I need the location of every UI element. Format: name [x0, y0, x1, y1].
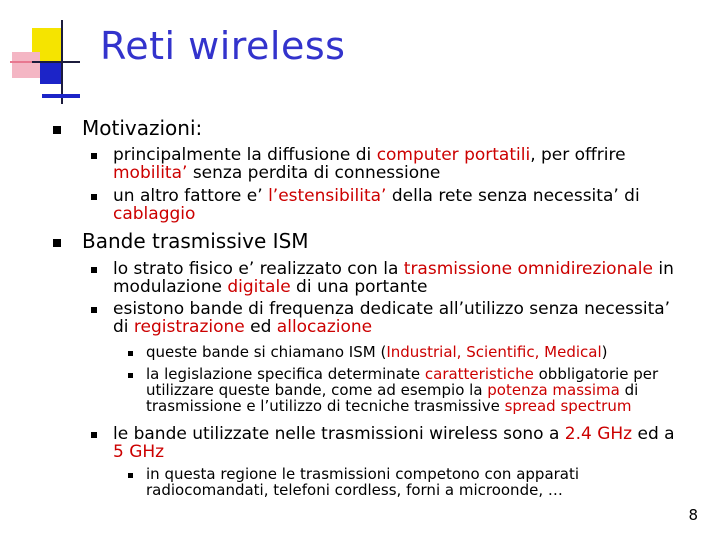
text-segment: in questa regione le trasmissioni competono con apparati [146, 465, 580, 483]
text-segment: della rete senza necessita’ di [386, 186, 640, 206]
text-segment: la legislazione specifica determinate [146, 365, 425, 383]
text-segment: modulazione [113, 277, 228, 298]
highlighted-term: caratteristiche [424, 365, 534, 383]
text-segment: Motivazioni: [82, 116, 203, 140]
bullet-text-level-2 [113, 300, 700, 336]
page-number: 8 [688, 506, 698, 524]
text-segment: ed a [632, 424, 675, 444]
bullet-square-icon [91, 432, 97, 438]
text-segment: esistono bande di frequenza dedicate all’utilizzo senza necessita’ [113, 299, 671, 319]
text-segment: trasmissione e l’utilizzo di tecniche trasmissive [146, 396, 505, 415]
bullet-text-level-2 [113, 425, 700, 461]
bullet-square-icon [91, 267, 97, 273]
highlighted-term: l’estensibilita’ [268, 186, 387, 206]
highlighted-term: cablaggio [113, 204, 196, 225]
bullet-square-icon [53, 126, 61, 134]
text-segment: di [113, 317, 134, 338]
text-segment: lo strato fisico e’ realizzato con la [113, 259, 404, 279]
text-segment: principalmente la diffusione di [113, 145, 377, 165]
highlighted-term: 5 GHz [113, 442, 165, 463]
text-segment: ed [244, 317, 277, 338]
text-segment: , per offrire [530, 145, 626, 165]
highlighted-term: trasmissione omnidirezionale [403, 259, 653, 279]
bullet-square-icon [128, 351, 133, 356]
highlighted-term: Industrial, Scientific, Medical [386, 343, 602, 361]
bullet-square-icon [91, 153, 97, 159]
text-segment: obbligatorie per [533, 365, 659, 383]
bullet-text-level-1 [82, 118, 700, 139]
text-segment: radiocomandati, telefoni cordless, forni a microonde, … [146, 480, 563, 499]
text-segment: queste bande si chiamano ISM ( [146, 343, 387, 361]
bullet-text-level-1 [82, 231, 700, 252]
bullet-text-level-3 [146, 467, 700, 499]
text-segment: un altro fattore e’ [113, 186, 269, 206]
highlighted-term: spread spectrum [504, 396, 632, 415]
bullet-text-level-3 [146, 345, 700, 361]
highlighted-term: potenza massima [487, 380, 620, 399]
highlighted-term: computer portatili [376, 145, 531, 165]
bullet-square-icon [91, 307, 97, 313]
slide-title: Reti wireless [100, 24, 346, 68]
highlighted-term: registrazione [133, 317, 245, 338]
text-segment: ) [601, 343, 608, 361]
bullet-text-level-2 [113, 146, 700, 182]
highlighted-term: digitale [227, 277, 291, 298]
bullet-text-level-2 [113, 260, 700, 296]
bullet-text-level-3 [146, 367, 700, 415]
text-segment: di [619, 380, 639, 399]
highlighted-term: mobilita’ [113, 163, 188, 184]
bullet-text-level-2 [113, 187, 700, 223]
bullet-square-icon [91, 194, 97, 200]
text-segment: di una portante [290, 277, 428, 298]
text-segment: le bande utilizzate nelle trasmissioni wireless sono a [113, 424, 565, 444]
text-segment: Bande trasmissive ISM [82, 229, 309, 253]
highlighted-term: 2.4 GHz [564, 424, 633, 444]
bullet-square-icon [128, 473, 133, 478]
bullet-square-icon [128, 373, 133, 378]
highlighted-term: allocazione [276, 317, 373, 338]
text-segment: in [652, 259, 674, 279]
bullet-square-icon [53, 239, 61, 247]
text-segment: senza perdita di connessione [187, 163, 441, 184]
text-segment: utilizzare queste bande, come ad esempio la [146, 380, 488, 399]
